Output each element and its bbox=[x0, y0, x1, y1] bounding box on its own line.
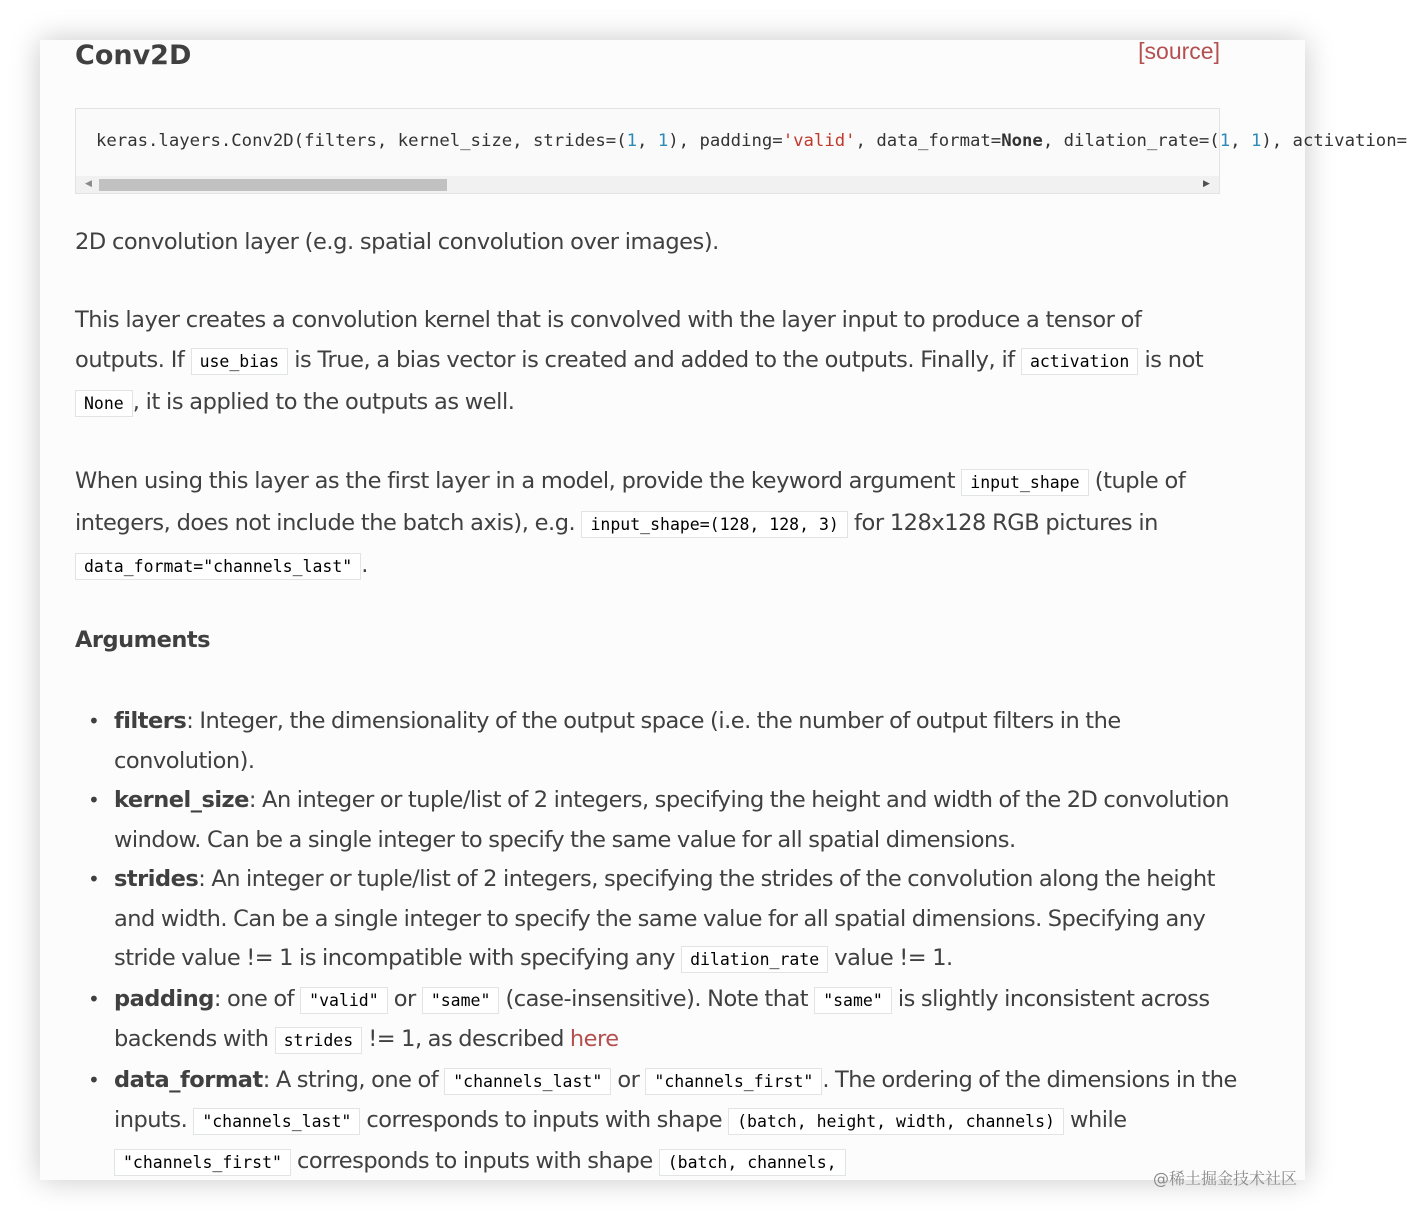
code-channels-first: "channels_first" bbox=[645, 1068, 822, 1095]
source-link[interactable]: [source] bbox=[1138, 38, 1220, 64]
code-input-shape: input_shape bbox=[961, 469, 1088, 496]
arguments-list bbox=[75, 702, 1259, 1182]
signature-code: keras.layers.Conv2D(filters, kernel_size, strides=(1, 1), padding='valid', data_format=None, dilation_rate=(1, 1), activation= bbox=[96, 131, 1407, 151]
code-same: "same" bbox=[814, 987, 892, 1014]
scroll-right-arrow-icon[interactable]: ▶ bbox=[1203, 179, 1210, 189]
arg-padding: • padding: one of "valid" or "same" (case-insensitive). Note that "same" is slightly inconsistent across backends with strides != 1, as described here bbox=[114, 980, 1259, 1061]
doc-page bbox=[40, 38, 1407, 1180]
scrollbar-thumb[interactable] bbox=[99, 179, 447, 191]
code-channels-last: "channels_last" bbox=[444, 1068, 611, 1095]
code-channels-last: "channels_last" bbox=[193, 1108, 360, 1135]
arg-data-format: • data_format: A string, one of "channels_last" or "channels_first" . The ordering of the dimensions in the inputs. "channels_last" corresponds to inputs with shape (batch, height, width, channels) while "channels_first" corresponds to inputs with shape (batch, channels, bbox=[114, 1061, 1259, 1183]
signature-code-block[interactable] bbox=[75, 108, 1407, 194]
code-shape-channels-first: (batch, channels, bbox=[659, 1149, 846, 1176]
code-same: "same" bbox=[422, 987, 500, 1014]
code-valid: "valid" bbox=[300, 987, 388, 1014]
arg-strides: • strides: An integer or tuple/list of 2 integers, specifying the strides of the convolution along the height and width. Can be a single integer to specify the same value for all spatial dimensions. Specifying any stride value != 1 is incompatible with specifying any dilation_rate value != 1. bbox=[114, 860, 1259, 980]
code-input-shape-example: input_shape=(128, 128, 3) bbox=[581, 511, 847, 538]
code-channels-first: "channels_first" bbox=[114, 1149, 291, 1176]
code-shape-channels-last: (batch, height, width, channels) bbox=[728, 1108, 1064, 1135]
code-use-bias: use_bias bbox=[191, 348, 288, 375]
horizontal-scrollbar[interactable] bbox=[76, 176, 1219, 193]
layer-description: This layer creates a convolution kernel that is convolved with the layer input to produce a tensor of outputs. If use_bias is True, a bias vector is created and added to the outputs. Finally, if activation is not None , it is applied to the outputs as well. bbox=[75, 307, 1204, 415]
first-layer-note: When using this layer as the first layer in a model, provide the keyword argument input_shape (tuple of integers, does not include the batch axis), e.g. input_shape=(128, 128, 3) for 128x128 RGB pictures in data_format="channels_last" . bbox=[75, 468, 1186, 578]
bullet-icon: • bbox=[88, 1067, 100, 1092]
arg-filters: • filters: Integer, the dimensionality of the output space (i.e. the number of output filters in the convolution). bbox=[114, 702, 1259, 781]
layer-summary: 2D convolution layer (e.g. spatial convolution over images). bbox=[75, 229, 719, 255]
bullet-icon: • bbox=[88, 986, 100, 1011]
arguments-heading: Arguments bbox=[75, 627, 211, 653]
bullet-icon: • bbox=[88, 867, 100, 891]
here-link[interactable]: here bbox=[569, 1026, 619, 1052]
arg-kernel-size: • kernel_size: An integer or tuple/list of 2 integers, specifying the height and width of the 2D convolution window. Can be a single integer to specify the same value for all spatial dimensions. bbox=[114, 781, 1259, 860]
page-title: Conv2D bbox=[75, 40, 192, 71]
bullet-icon: • bbox=[88, 709, 100, 733]
code-data-format-channels-last: data_format="channels_last" bbox=[75, 553, 361, 580]
scroll-left-arrow-icon[interactable]: ◀ bbox=[85, 179, 92, 189]
bullet-icon: • bbox=[88, 788, 100, 812]
watermark: @稀土掘金技术社区 bbox=[1153, 1169, 1298, 1188]
code-dilation-rate: dilation_rate bbox=[681, 946, 828, 973]
code-strides: strides bbox=[275, 1027, 363, 1054]
code-none: None bbox=[75, 390, 133, 417]
code-activation: activation bbox=[1021, 348, 1138, 375]
